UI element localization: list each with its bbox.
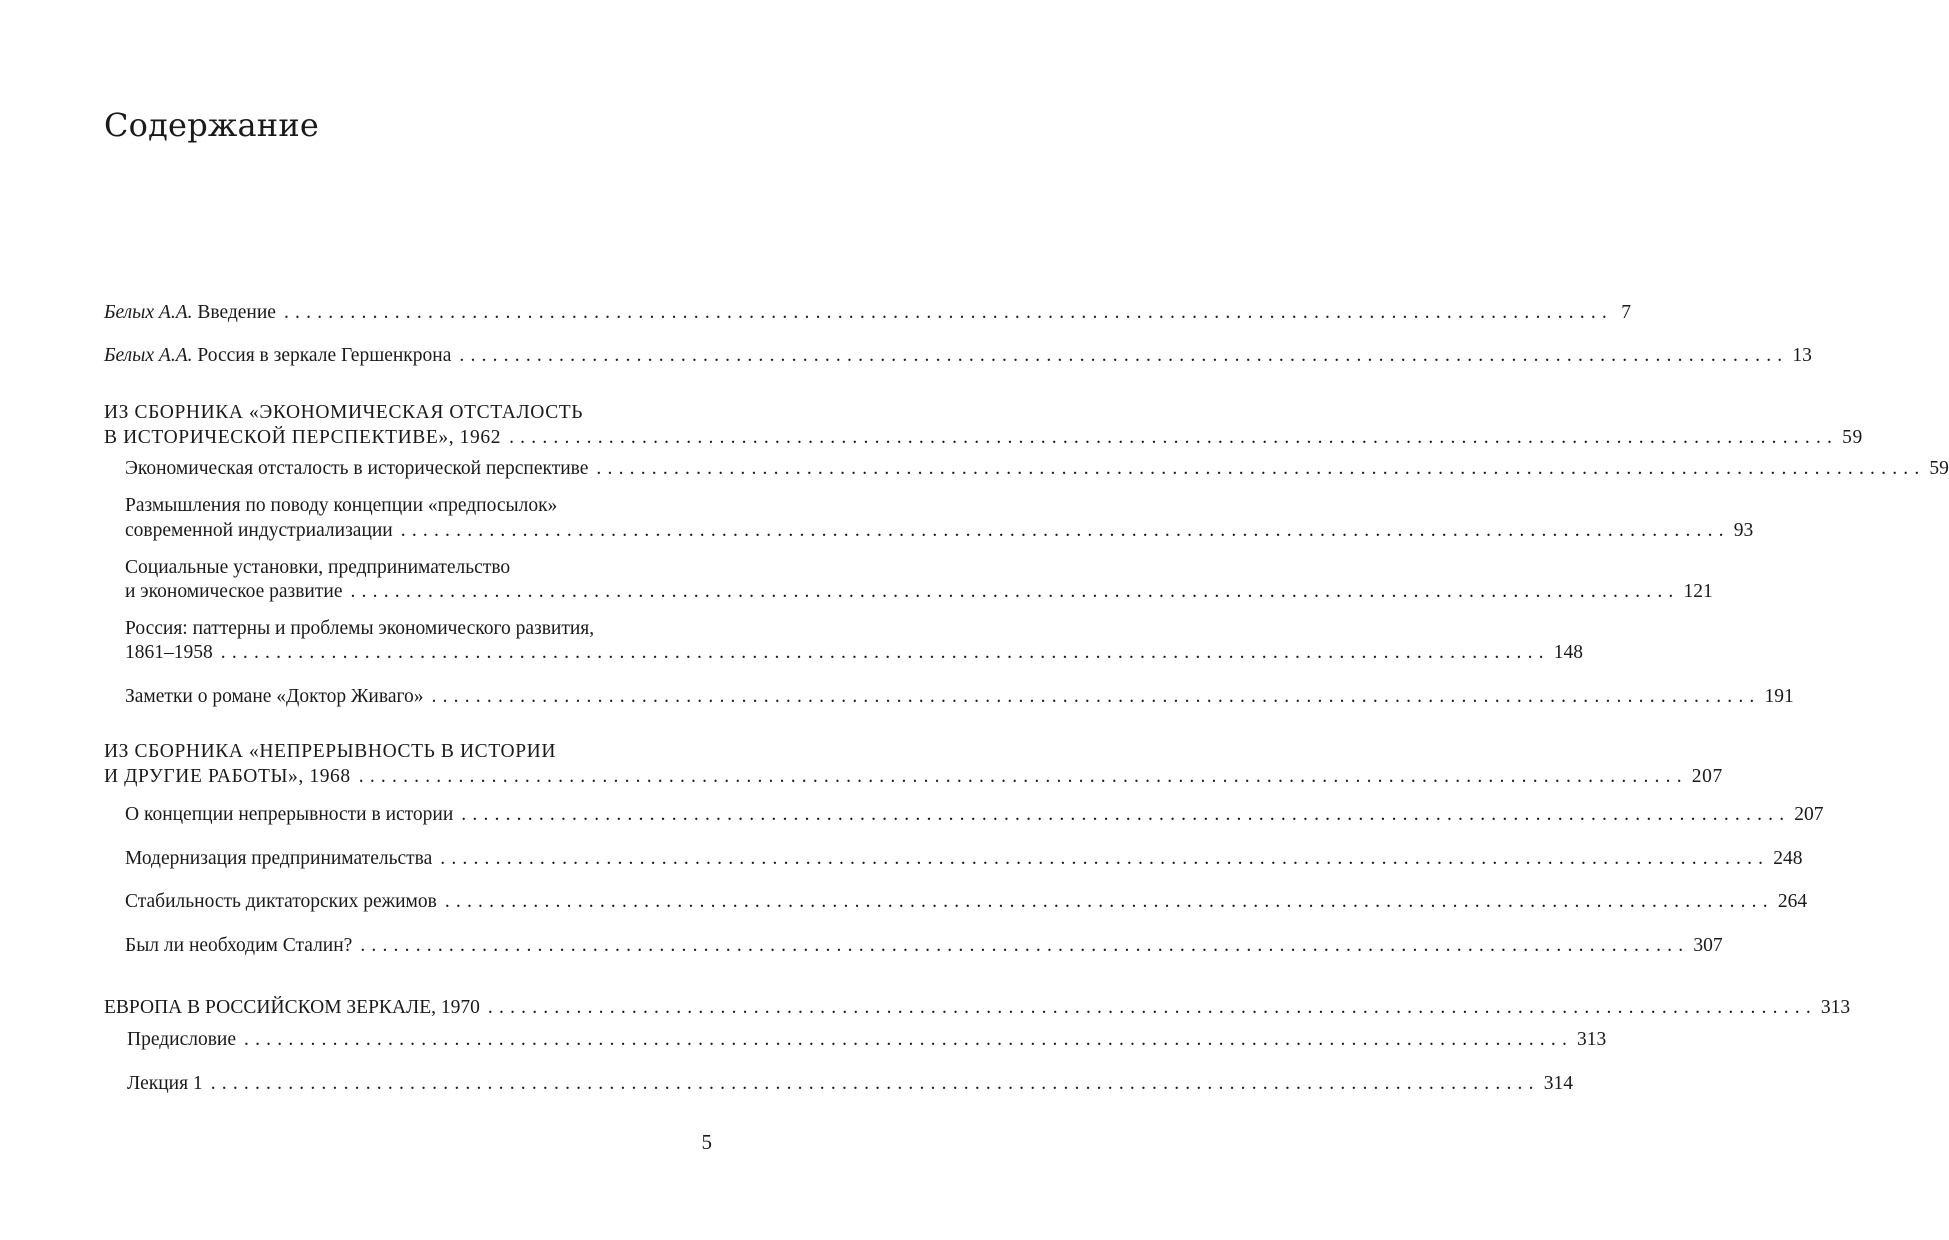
page-number: 93 — [1733, 520, 1754, 541]
dot-leader: ........................................................................................................................ — [459, 345, 1789, 366]
toc-item[interactable] — [125, 934, 1723, 958]
page-number: 313 — [1577, 1029, 1607, 1050]
dot-leader: ........................................................................................................................ — [509, 427, 1839, 448]
item-title-line2: современной индустриализации — [125, 520, 393, 541]
item-title: Стабильность диктаторских режимов — [125, 891, 437, 912]
toc-item[interactable] — [125, 519, 1754, 543]
item-title: Модернизация предпринимательства — [125, 848, 433, 869]
page-number: 59 — [1842, 427, 1863, 448]
item-title-line2: и экономическое развитие — [125, 581, 343, 602]
page-number: 314 — [1543, 1073, 1573, 1094]
toc-item[interactable] — [127, 1072, 1573, 1096]
entry-author: Белых А.А. — [104, 345, 193, 366]
entry-author: Белых А.А. — [104, 302, 193, 323]
section-heading-europe[interactable] — [104, 996, 1851, 1020]
page-number: 121 — [1683, 581, 1713, 602]
page-number: 264 — [1777, 891, 1808, 912]
item-title: Лекция 1 — [127, 1073, 203, 1094]
item-title-line2: 1861–1958 — [125, 642, 213, 663]
page-number: 207 — [1794, 804, 1824, 825]
dot-leader: ........................................................................................................................ — [220, 642, 1550, 663]
page-number: 207 — [1691, 766, 1723, 787]
dot-leader: ........................................................................................................................ — [350, 581, 1680, 602]
section-heading-continuity[interactable] — [104, 765, 1723, 789]
toc-entry-russia-mirror[interactable] — [104, 344, 1812, 368]
toc-item[interactable] — [125, 457, 1949, 481]
page-number: 148 — [1553, 642, 1583, 663]
dot-leader: ........................................................................................................................ — [360, 935, 1690, 956]
page-number: 307 — [1693, 935, 1723, 956]
toc-item[interactable] — [125, 580, 1713, 604]
item-title: Заметки о романе «Доктор Живаго» — [125, 686, 424, 707]
dot-leader: ........................................................................................................................ — [244, 1029, 1574, 1050]
entry-title: Введение — [197, 302, 276, 323]
section-heading: ИЗ СБОРНИКА «ЭКОНОМИЧЕСКАЯ ОТСТАЛОСТЬ — [104, 402, 584, 423]
dot-leader: ........................................................................................................................ — [431, 686, 1761, 707]
dot-leader: ........................................................................................................................ — [461, 804, 1791, 825]
toc-item[interactable] — [125, 847, 1803, 871]
dot-leader: ........................................................................................................................ — [440, 848, 1770, 869]
dot-leader: ........................................................................................................................ — [400, 520, 1730, 541]
page-folio: 5 — [701, 1130, 712, 1154]
dot-leader: ........................................................................................................................ — [358, 766, 1688, 787]
toc-item[interactable] — [125, 890, 1808, 914]
item-title-line1: Россия: паттерны и проблемы экономического развития, — [125, 618, 595, 639]
page-title: Содержание — [104, 106, 319, 144]
section-heading-economic-backwardness[interactable] — [104, 426, 1863, 450]
dot-leader: ........................................................................................................................ — [444, 891, 1774, 912]
item-title-line1: Социальные установки, предпринимательство — [125, 557, 511, 578]
dot-leader: ........................................................................................................................ — [283, 302, 1613, 323]
page-number: 248 — [1773, 848, 1803, 869]
item-title-line1: Размышления по поводу концепции «предпосылок» — [125, 495, 558, 516]
toc-item[interactable] — [125, 803, 1824, 827]
page-number: 7 — [1621, 302, 1631, 323]
section-heading-line1: ЕВРОПА В РОССИЙСКОМ ЗЕРКАЛЕ, 1970 — [104, 997, 480, 1018]
toc-item[interactable] — [127, 1028, 1607, 1052]
item-title: Экономическая отсталость в исторической перспективе — [125, 458, 589, 479]
dot-leader: ........................................................................................................................ — [596, 458, 1926, 479]
page-number: 191 — [1764, 686, 1794, 707]
item-title: О концепции непрерывности в истории — [125, 804, 454, 825]
section-heading: ИЗ СБОРНИКА «НЕПРЕРЫВНОСТЬ В ИСТОРИИ — [104, 741, 556, 762]
toc-entry-introduction[interactable] — [104, 301, 1631, 325]
item-title: Был ли необходим Сталин? — [125, 935, 353, 956]
section-heading-line2: И ДРУГИЕ РАБОТЫ», 1968 — [104, 766, 351, 787]
section-heading-line2: В ИСТОРИЧЕСКОЙ ПЕРСПЕКТИВЕ», 1962 — [104, 427, 502, 448]
dot-leader: ........................................................................................................................ — [487, 997, 1817, 1018]
page-number: 59 — [1929, 458, 1949, 479]
dot-leader: ........................................................................................................................ — [210, 1073, 1540, 1094]
toc-item[interactable] — [125, 641, 1583, 665]
item-title: Предисловие — [127, 1029, 237, 1050]
entry-title: Россия в зеркале Гершенкрона — [197, 345, 452, 366]
page-number: 313 — [1820, 997, 1851, 1018]
page-number: 13 — [1792, 345, 1812, 366]
toc-item[interactable] — [125, 685, 1794, 709]
